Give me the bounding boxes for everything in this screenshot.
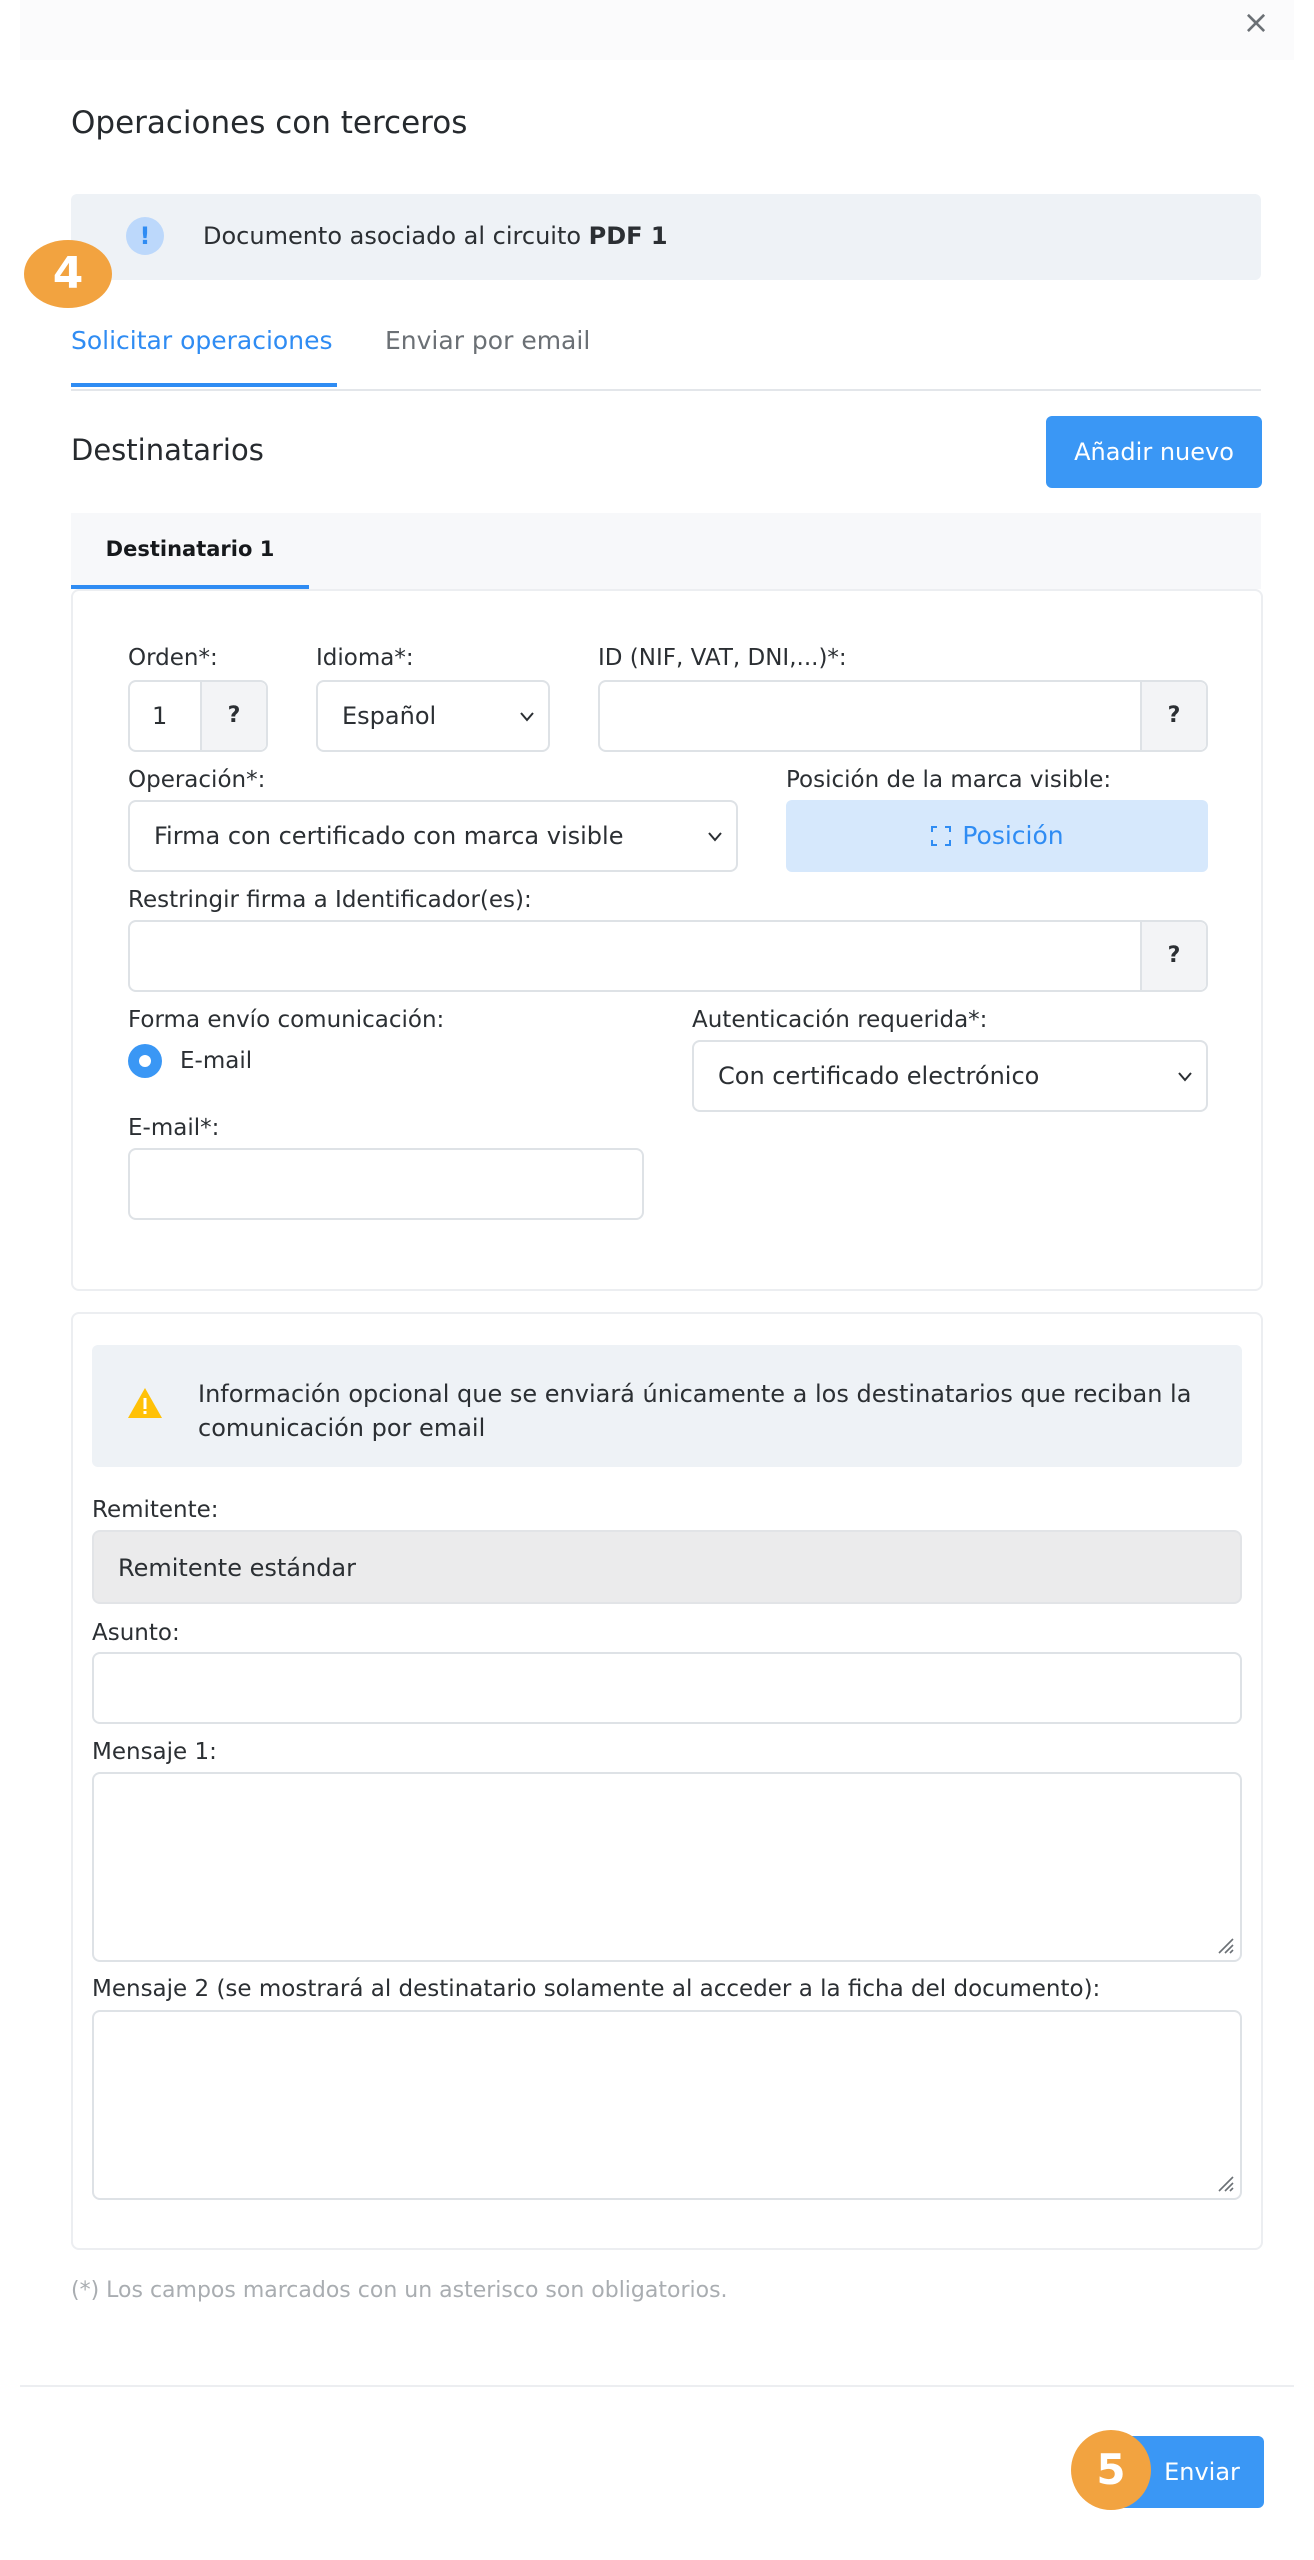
modal-title: Operaciones con terceros xyxy=(71,105,468,141)
recipients-title: Destinatarios xyxy=(71,433,264,467)
remitente-label: Remitente: xyxy=(92,1497,219,1523)
close-icon[interactable]: × xyxy=(1242,3,1270,41)
remitente-field xyxy=(92,1530,1242,1604)
posicion-button[interactable] xyxy=(786,800,1208,872)
tab-destinatario-1[interactable]: Destinatario 1 xyxy=(71,513,309,589)
send-button[interactable]: Enviar xyxy=(1108,2436,1264,2508)
autenticacion-selected-value: Con certificado electrónico xyxy=(718,1062,1040,1090)
modal-top-strip xyxy=(20,0,1294,60)
email-radio-label[interactable]: E-mail xyxy=(180,1048,253,1074)
mensaje1-textarea[interactable] xyxy=(92,1772,1242,1962)
email-radio[interactable] xyxy=(128,1044,162,1078)
step-badge-5: 5 xyxy=(1071,2430,1151,2510)
chevron-down-icon xyxy=(708,832,722,842)
footer-divider xyxy=(20,2385,1294,2387)
mensaje2-textarea[interactable] xyxy=(92,2010,1242,2200)
asunto-label: Asunto: xyxy=(92,1620,180,1646)
info-text-label: Documento asociado al circuito xyxy=(203,222,589,250)
resize-handle-icon[interactable] xyxy=(1216,2174,1234,2192)
mensaje1-label: Mensaje 1: xyxy=(92,1739,217,1765)
forma-envio-label: Forma envío comunicación: xyxy=(128,1007,445,1033)
posicion-label: Posición de la marca visible: xyxy=(786,767,1112,793)
restringir-help-button[interactable]: ? xyxy=(1140,922,1206,990)
id-label: ID (NIF, VAT, DNI,...)*: xyxy=(598,645,847,671)
tab-solicitar-operaciones[interactable]: Solicitar operaciones xyxy=(71,326,333,355)
optional-info-text: Información opcional que se enviará únicamente a los destinatarios que reciban la comunicación por email xyxy=(198,1380,1192,1442)
operacion-selected-value: Firma con certificado con marca visible xyxy=(154,822,624,850)
id-input-group xyxy=(598,680,1208,752)
info-doc-name: PDF 1 xyxy=(588,222,668,250)
resize-handle-icon[interactable] xyxy=(1216,1936,1234,1954)
chevron-down-icon xyxy=(1178,1072,1192,1082)
warning-icon xyxy=(126,1386,164,1420)
id-help-button[interactable]: ? xyxy=(1140,682,1206,750)
operacion-select[interactable] xyxy=(128,800,738,872)
remitente-value: Remitente estándar xyxy=(118,1554,357,1582)
autenticacion-label: Autenticación requerida*: xyxy=(692,1007,988,1033)
add-recipient-button[interactable]: Añadir nuevo xyxy=(1046,416,1262,488)
info-icon: ! xyxy=(126,217,164,255)
tab-enviar-por-email[interactable]: Enviar por email xyxy=(385,326,591,355)
asunto-input[interactable] xyxy=(92,1652,1242,1724)
info-text xyxy=(203,222,668,250)
operacion-label: Operación*: xyxy=(128,767,266,793)
active-tab-underline xyxy=(71,383,337,387)
orden-help-button[interactable]: ? xyxy=(200,682,266,750)
restringir-input-group xyxy=(128,920,1208,992)
step-badge-4: 4 xyxy=(24,240,112,308)
restringir-label: Restringir firma a Identificador(es): xyxy=(128,887,532,913)
tabs-divider xyxy=(71,389,1261,391)
posicion-button-label: Posición xyxy=(962,821,1064,850)
idioma-select[interactable] xyxy=(316,680,550,752)
orden-input-group xyxy=(128,680,268,752)
email-label: E-mail*: xyxy=(128,1115,220,1141)
orden-input[interactable]: 1 xyxy=(152,702,168,730)
autenticacion-select[interactable] xyxy=(692,1040,1208,1112)
idioma-selected-value: Español xyxy=(342,702,437,730)
orden-label: Orden*: xyxy=(128,645,218,671)
expand-icon xyxy=(930,825,952,847)
mensaje2-label: Mensaje 2 (se mostrará al destinatario solamente al acceder a la ficha del documento): xyxy=(92,1976,1101,2002)
chevron-down-icon xyxy=(520,712,534,722)
email-input[interactable] xyxy=(128,1148,644,1220)
idioma-label: Idioma*: xyxy=(316,645,414,671)
required-fields-footnote: (*) Los campos marcados con un asterisco son obligatorios. xyxy=(71,2278,728,2303)
